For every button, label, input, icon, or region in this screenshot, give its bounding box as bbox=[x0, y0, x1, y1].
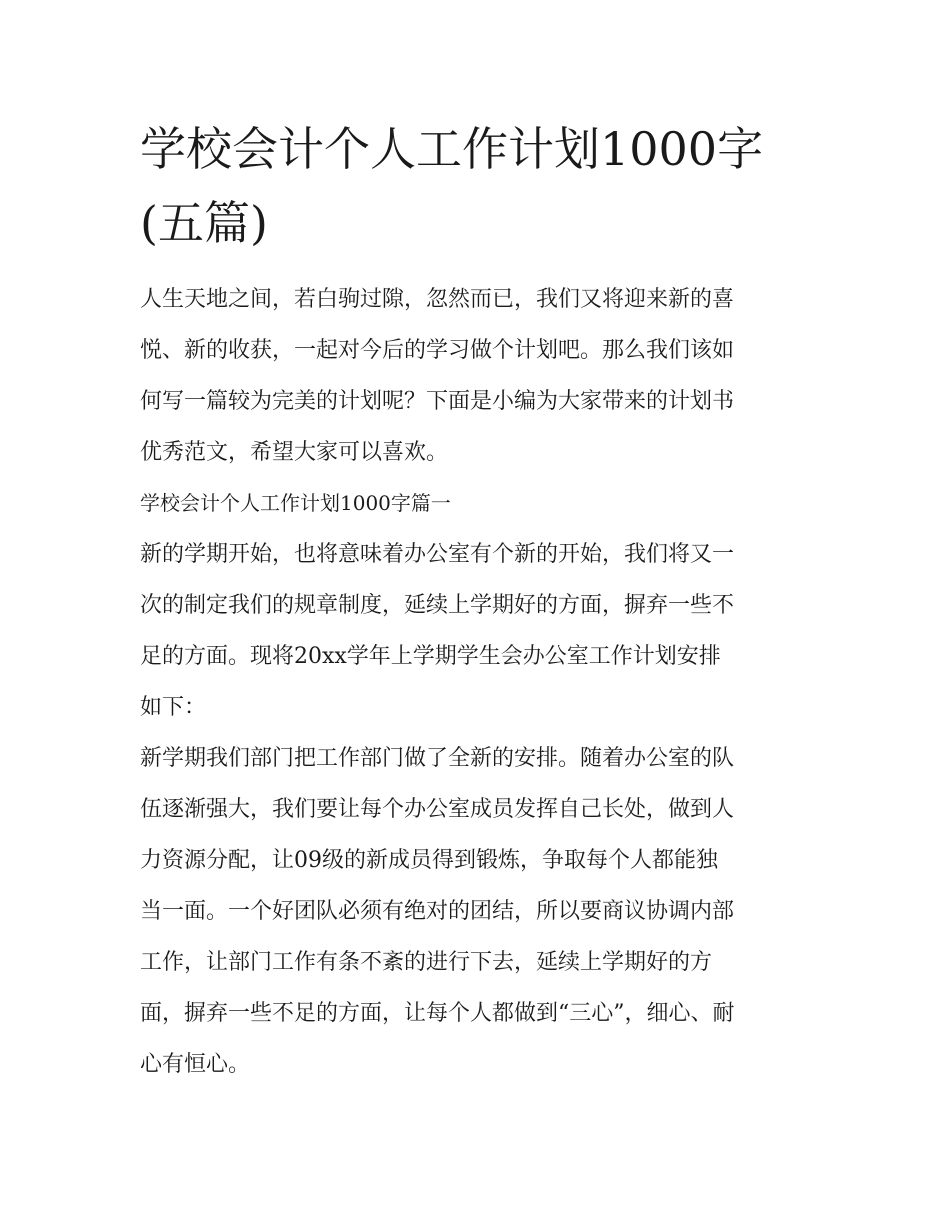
text-line: 何写一篇较为完美的计划呢？下面是小编为大家带来的计划书 bbox=[140, 389, 735, 414]
text-line: 次的制定我们的规章制度，延续上学期好的方面，摒弃一些不 bbox=[140, 593, 735, 618]
text-line: 面，摒弃一些不足的方面，让每个人都做到“三心”，细心、耐 bbox=[140, 1001, 735, 1026]
text-line: 力资源分配，让09级的新成员得到锻炼，争取每个人都能独 bbox=[140, 848, 718, 873]
body-paragraph bbox=[140, 733, 812, 1090]
text-line: 悦、新的收获，一起对今后的学习做个计划吧。那么我们该如 bbox=[140, 338, 735, 363]
text-line: 足的方面。现将20xx学年上学期学生会办公室工作计划安排 bbox=[140, 644, 721, 669]
document-title bbox=[140, 112, 812, 260]
text-line: 人生天地之间，若白驹过隙，忽然而已，我们又将迎来新的喜 bbox=[140, 287, 735, 312]
text-line: 如下： bbox=[140, 695, 207, 720]
document-body bbox=[140, 274, 812, 1090]
document-page bbox=[140, 112, 812, 1090]
section-heading bbox=[140, 478, 812, 529]
title-line-1: 学校会计个人工作计划1000字 bbox=[140, 122, 764, 176]
text-line: 当一面。一个好团队必须有绝对的团结，所以要商议协调内部 bbox=[140, 899, 735, 924]
text-line: 伍逐渐强大，我们要让每个办公室成员发挥自己长处，做到人 bbox=[140, 797, 735, 822]
title-line-2: (五篇) bbox=[140, 196, 268, 250]
text-line: 新的学期开始，也将意味着办公室有个新的开始，我们将又一 bbox=[140, 542, 735, 567]
body-paragraph bbox=[140, 529, 812, 733]
text-line: 学校会计个人工作计划1000字篇一 bbox=[140, 491, 451, 515]
text-line: 新学期我们部门把工作部门做了全新的安排。随着办公室的队 bbox=[140, 746, 735, 771]
text-line: 工作，让部门工作有条不紊的进行下去，延续上学期好的方 bbox=[140, 950, 713, 975]
text-line: 优秀范文，希望大家可以喜欢。 bbox=[140, 440, 449, 465]
intro-paragraph bbox=[140, 274, 812, 478]
text-line: 心有恒心。 bbox=[140, 1052, 251, 1077]
